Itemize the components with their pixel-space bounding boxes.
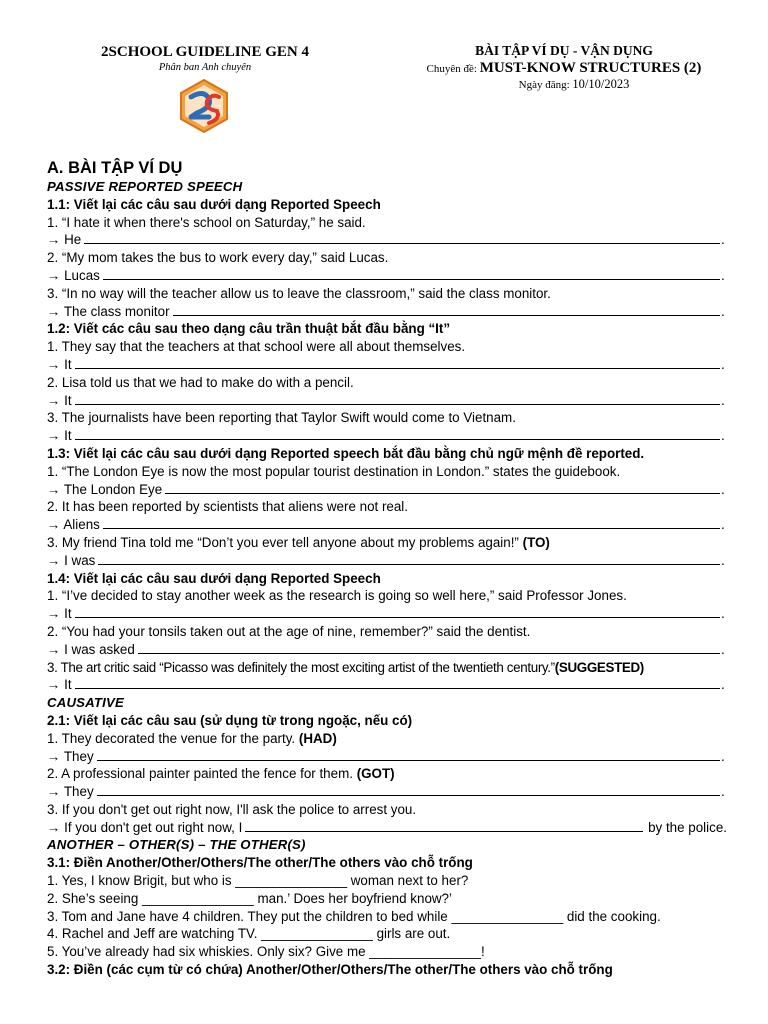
category-passive: PASSIVE REPORTED SPEECH — [47, 179, 243, 194]
topic-line — [400, 60, 728, 77]
school-name: 2SCHOOL GUIDELINE GEN 4 — [101, 44, 309, 60]
department: Phân ban Anh chuyên — [158, 62, 252, 73]
keyword-hint: (TO) — [522, 534, 550, 550]
answer-blank[interactable] — [75, 427, 720, 440]
worksheet-title: BÀI TẬP VÍ DỤ - VẬN DỤNG — [475, 43, 653, 58]
answer-blank[interactable] — [98, 552, 720, 565]
header-left — [60, 44, 350, 73]
school-logo — [179, 79, 229, 133]
worksheet-content — [47, 158, 727, 979]
answer-blank[interactable] — [75, 392, 720, 405]
date-label: Ngày đăng: — [518, 79, 570, 91]
answer-prefix: → The London Eye — [47, 481, 163, 497]
answer-line: → Aliens . — [47, 517, 725, 533]
question — [47, 765, 727, 783]
topic-label: Chuyên đề: — [426, 63, 477, 75]
exercise-1-3-title: 1.3: Viết lại các câu sau dưới dạng Reported speech bắt đầu bằng chủ ngữ mệnh đề reported. — [47, 445, 645, 461]
question: 2. Lisa told us that we had to make do with a pencil. — [47, 374, 354, 390]
answer-line: → The London Eye . — [47, 481, 725, 497]
answer-line: → It . — [47, 392, 725, 408]
category-another-other: ANOTHER – OTHER(S) – THE OTHER(S) — [47, 837, 306, 853]
answer-prefix: → Aliens — [47, 517, 100, 533]
answer-prefix: → Lucas — [47, 267, 100, 283]
question: 2. “My mom takes the bus to work every day,” said Lucas. — [47, 250, 389, 266]
exercise-1-2-title: 1.2: Viết các câu sau theo dạng câu trần thuật bắt đầu bằng “It” — [47, 321, 451, 337]
question-text: 1. They decorated the venue for the party. — [47, 730, 296, 746]
fill-in-item: 5. You’ve already had six whiskies. Only six? Give me _______________! — [47, 944, 485, 960]
exercise-1-4-title: 1.4: Viết lại các câu sau dưới dạng Reported Speech — [47, 570, 381, 586]
answer-line: → He . — [47, 232, 725, 248]
question: 1. “I hate it when there's school on Saturday,” he said. — [47, 214, 366, 230]
exercise-1-1-title: 1.1: Viết lại các câu sau dưới dạng Reported Speech — [47, 196, 381, 212]
answer-line: → It . — [47, 428, 725, 444]
answer-line: → I was . — [47, 552, 725, 568]
answer-blank[interactable] — [97, 783, 720, 796]
answer-blank[interactable] — [75, 356, 720, 369]
answer-line: → It . — [47, 677, 725, 693]
answer-prefix: → I was asked — [47, 641, 135, 657]
date: 10/10/2023 — [572, 77, 630, 91]
header-right — [400, 43, 728, 92]
answer-line: → They . — [47, 748, 725, 764]
question: 3. If you don't get out right now, I'll ask the police to arrest you. — [47, 801, 417, 817]
answer-prefix: → I was — [47, 552, 96, 568]
question: 1. “I’ve decided to stay another week as the research is going so well here,” said Professor Jones. — [47, 588, 627, 604]
answer-line: → I was asked . — [47, 641, 725, 657]
answer-blank[interactable] — [103, 267, 720, 280]
answer-prefix: → The class monitor — [47, 303, 170, 319]
answer-prefix: → It — [47, 606, 72, 622]
fill-in-item: 4. Rachel and Jeff are watching TV. _______________ girls are out. — [47, 926, 451, 942]
keyword-hint: (SUGGESTED) — [554, 659, 644, 675]
answer-blank[interactable] — [138, 641, 720, 654]
question — [47, 730, 727, 748]
answer-prefix: → It — [47, 677, 72, 693]
exercise-2-1-title: 2.1: Viết lại các câu sau (sử dụng từ trong ngoặc, nếu có) — [47, 712, 413, 728]
answer-blank[interactable] — [84, 231, 720, 244]
category-causative: CAUSATIVE — [47, 695, 125, 711]
answer-prefix: → He — [47, 232, 82, 248]
exercise-3-2-title: 3.2: Điền (các cụm từ có chứa) Another/Other/Others/The other/The others vào chỗ trống — [47, 962, 613, 978]
question: 2. “You had your tonsils taken out at the age of nine, remember?” said the dentist. — [47, 623, 531, 639]
answer-line: → It . — [47, 606, 725, 622]
question: 3. The journalists have been reporting that Taylor Swift would come to Vietnam. — [47, 410, 516, 426]
date-line — [420, 77, 728, 92]
question: 1. They say that the teachers at that school were all about themselves. — [47, 339, 466, 355]
question — [47, 534, 727, 552]
answer-blank[interactable] — [245, 819, 643, 832]
answer-prefix: → They — [47, 784, 94, 800]
answer-prefix: → It — [47, 428, 72, 444]
question-text: 3. My friend Tina told me “Don’t you ever tell anyone about my problems again!” — [47, 534, 519, 550]
answer-line: → The class monitor . — [47, 303, 725, 319]
keyword-hint: (HAD) — [298, 730, 337, 746]
answer-line: → They . — [47, 784, 725, 800]
answer-prefix: → If you don't get out right now, I — [47, 819, 243, 835]
fill-in-item: 3. Tom and Jane have 4 children. They put the children to bed while _______________ did the cooking. — [47, 908, 661, 924]
question: 3. “In no way will the teacher allow us to leave the classroom,” said the class monitor. — [47, 285, 551, 301]
question — [47, 659, 727, 677]
question: 1. “The London Eye is now the most popular tourist destination in London.” states the guidebook. — [47, 463, 621, 479]
question: 2. It has been reported by scientists that aliens were not real. — [47, 499, 409, 515]
answer-blank[interactable] — [75, 676, 720, 689]
question-text: 2. A professional painter painted the fence for them. — [47, 766, 353, 782]
answer-blank[interactable] — [97, 748, 720, 761]
answer-line: → Lucas . — [47, 267, 725, 283]
exercise-3-1-title: 3.1: Điền Another/Other/Others/The other/The others vào chỗ trống — [47, 855, 473, 871]
section-a-title: A. BÀI TẬP VÍ DỤ — [47, 159, 183, 177]
answer-blank[interactable] — [75, 605, 720, 618]
answer-prefix: → It — [47, 392, 72, 408]
answer-line — [47, 819, 727, 837]
fill-in-item: 2. She’s seeing _______________ man.’ Does her boyfriend know?’ — [47, 890, 452, 906]
answer-blank[interactable] — [165, 481, 720, 494]
keyword-hint: (GOT) — [356, 766, 395, 782]
topic: MUST-KNOW STRUCTURES (2) — [479, 60, 702, 76]
answer-prefix: → It — [47, 356, 72, 372]
fill-in-item: 1. Yes, I know Brigit, but who is _______________ woman next to her? — [47, 873, 469, 889]
answer-prefix: → They — [47, 748, 94, 764]
answer-blank[interactable] — [103, 516, 720, 529]
answer-line: → It . — [47, 356, 725, 372]
answer-suffix: by the police. — [648, 819, 727, 835]
question-text: 3. The art critic said “Picasso was definitely the most exciting artist of the twentieth century.” — [47, 659, 555, 675]
answer-blank[interactable] — [173, 303, 720, 316]
